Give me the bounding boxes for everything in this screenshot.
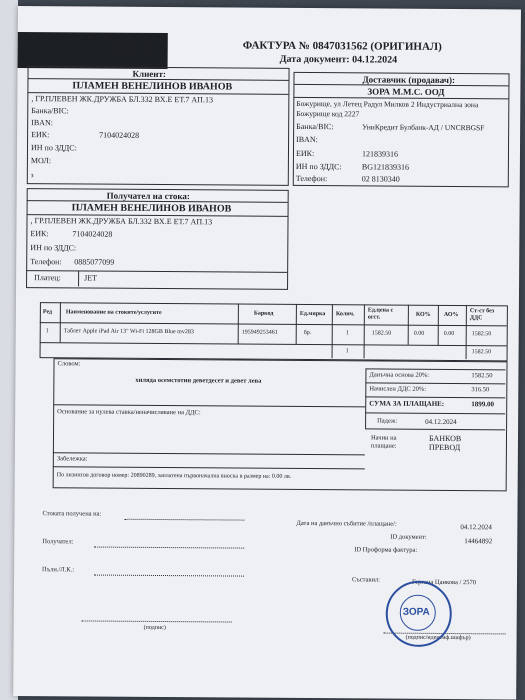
- proforma-id-label: ID Проформа фактура:: [354, 546, 418, 554]
- recipient-phone-label: Телефон:: [30, 257, 62, 267]
- col-header-name: Наименование на стоките/услугите: [65, 309, 162, 317]
- author-label: Съставил:: [351, 576, 381, 584]
- total-due-value: 1899.00: [471, 400, 495, 409]
- row-product: Таблет Apple iPad Air 13" Wi-Fi 128GB Blue mv283: [63, 328, 194, 336]
- recipient-vat-label: ИН по ЗДДС:: [30, 243, 77, 253]
- company-stamp: [386, 581, 452, 647]
- client-name: ПЛАМЕН ВЕНЕЛИНОВ ИВАНОВ: [72, 80, 233, 93]
- total-due-label: СУМА ЗА ПЛАЩАНЕ:: [369, 399, 445, 408]
- document-date: Дата документ: 04.12.2024: [279, 53, 398, 66]
- supplier-eik: 121839316: [361, 149, 399, 159]
- col-header-price: Ед.цена с огст.: [367, 307, 394, 321]
- representative-label: Пълн./Л.К.:: [42, 566, 75, 574]
- supplier-bank: УниКредит Булбанк-АД / UNCRBGSF: [362, 122, 485, 133]
- client-address: , ГР.ПЛЕВЕН ЖК.ДРУЖБА БЛ.332 ВХ.Е ЕТ.7 АП.13: [31, 94, 214, 105]
- tax-base-label: Данъчна основа 20%:: [369, 371, 430, 379]
- amount-in-words: хиляда осемстотин деветдесет и девет лева: [135, 376, 262, 385]
- recipient-name: ПЛАМЕН ВЕНЕЛИНОВ ИВАНОВ: [71, 202, 232, 215]
- row-ko: 0.00: [413, 330, 425, 337]
- row-total: 1582.50: [471, 331, 492, 338]
- supplier-heading: Доставчик (продавач):: [362, 74, 456, 86]
- subtotal-qty: 1: [345, 348, 349, 355]
- vat-label: Начислен ДДС 20%:: [369, 385, 427, 393]
- recipient-signature-label: Получател:: [42, 538, 74, 546]
- row-qty: 1: [345, 330, 349, 337]
- supplier-phone-label: Телефон:: [295, 173, 328, 184]
- words-label: Словом:: [57, 360, 81, 368]
- payer-label: Платец:: [34, 273, 61, 283]
- supplier-name: ЗОРА М.М.С. ООД: [367, 86, 445, 97]
- col-header-qty: Колич.: [335, 311, 355, 318]
- col-header-total: Ст-ст без ДДС: [469, 308, 495, 322]
- invoice-title: ФАКТУРА № 0847031562 (ОРИГИНАЛ): [242, 39, 442, 53]
- stamp-text: ЗОРА: [402, 606, 430, 618]
- signature-caption-left: (подпис): [143, 624, 166, 632]
- invoice-sheet: [13, 6, 521, 699]
- company-logo: ZORA: [79, 34, 161, 65]
- col-header-unit: Ед.мярка: [299, 310, 326, 318]
- supplier-vat: BG121839316: [361, 162, 410, 172]
- subtotal-sum: 1582.50: [471, 349, 492, 356]
- due-date-label: Падеж:: [377, 417, 398, 425]
- row-price: 1582.50: [371, 330, 392, 337]
- doc-id: 14464892: [464, 537, 493, 546]
- col-header-row: Ред: [42, 309, 53, 316]
- goods-received-label: Стоката получена на:: [42, 510, 102, 518]
- client-bank-label: Банка/BIC:: [31, 106, 69, 116]
- recipient-heading: Получател на стока:: [106, 190, 190, 202]
- client-vat-label: ИН по ЗДДС:: [30, 143, 77, 153]
- supplier-phone: 02 8130340: [361, 174, 400, 184]
- due-date-value: 04.12.2024: [425, 417, 457, 427]
- col-header-ao: АО%: [443, 311, 459, 319]
- col-header-barcode: Баркод: [253, 310, 274, 317]
- recipient-eik-label: ЕИК:: [30, 229, 49, 239]
- tax-event-date-label: Дата на данъчно събитие /плащане/:: [296, 519, 397, 528]
- client-heading: Клиент:: [132, 68, 166, 80]
- note-label: Забележка:: [56, 455, 88, 463]
- payment-method-value: БАНКОВ ПРЕВОД: [428, 433, 462, 453]
- tax-base-value: 1582.50: [471, 372, 493, 380]
- author-name: Гергана Цанкова / 2570: [411, 578, 477, 587]
- signature-caption-right: (подпис/идентиф.шифър): [405, 634, 471, 642]
- supplier-eik-label: ЕИК:: [295, 148, 315, 159]
- col-header-ko: КО%: [415, 311, 431, 318]
- supplier-address-2: Божурище код 2227: [296, 108, 360, 119]
- client-mol-label: МОЛ:: [30, 156, 52, 166]
- tax-event-date: 04.12.2024: [460, 523, 492, 532]
- client-mol: з: [30, 171, 34, 180]
- supplier-bank-label: Банка/BIC:: [296, 121, 334, 132]
- zero-rate-basis-label: Основание за нулева ставка/неначисляване на ДДС:: [57, 408, 201, 417]
- client-eik: 7104024028: [99, 130, 140, 140]
- row-number: 1: [45, 328, 49, 335]
- row-unit: бр.: [303, 330, 312, 337]
- payer-value: JET: [84, 273, 98, 283]
- supplier-address-1: Божурище, ул Летец Радул Милков 2 Индустриална зона: [296, 98, 479, 110]
- note-text: По лизингов договор номер: 20890289, заплатена първоначална вноска в размер на: 0.00 лв.: [56, 472, 292, 480]
- payment-method-label: Начин на плащане:: [370, 434, 397, 450]
- supplier-iban-label: IBAN:: [296, 134, 318, 145]
- row-ao: 0.00: [443, 330, 455, 338]
- vat-value: 316.50: [471, 386, 490, 394]
- row-barcode: 195949253461: [241, 329, 278, 336]
- client-iban-label: IBAN:: [31, 118, 53, 128]
- recipient-eik: 7104024028: [72, 229, 113, 239]
- supplier-vat-label: ИН по ЗДДС:: [295, 161, 342, 172]
- doc-id-label: ID документ:: [390, 533, 427, 541]
- client-eik-label: ЕИК:: [31, 130, 50, 140]
- recipient-phone: 0885077099: [74, 257, 115, 267]
- recipient-address: , ГР.ПЛЕВЕН ЖК.ДРУЖБА БЛ.332 ВХ.Е ЕТ.7 АП.13: [30, 216, 213, 227]
